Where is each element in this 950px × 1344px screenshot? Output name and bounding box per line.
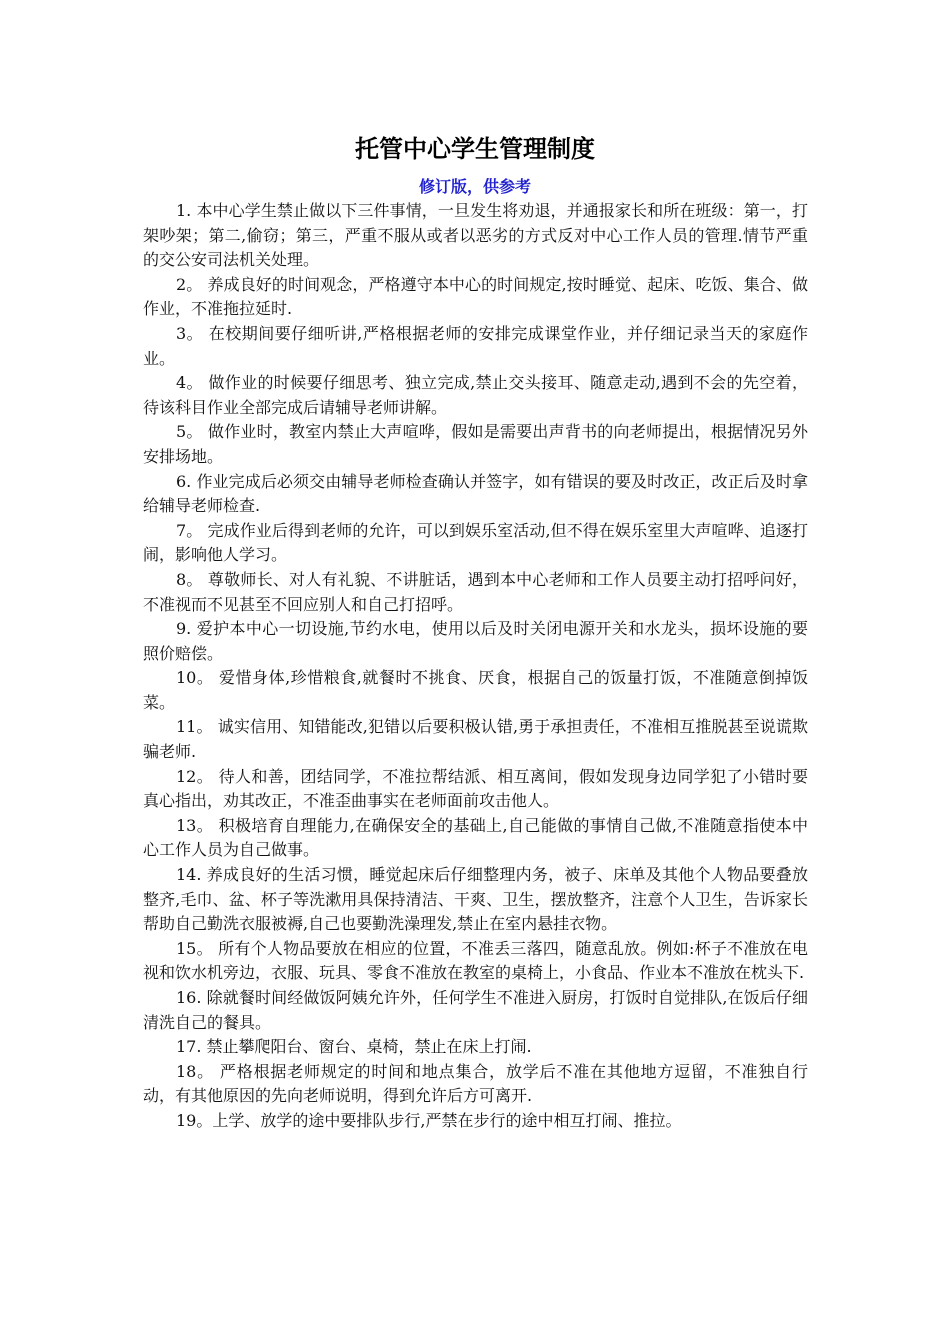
document-subtitle: 修订版，供参考 [418, 177, 531, 196]
rule-paragraph-10: 10。 爱惜身体,珍惜粮食,就餐时不挑食、厌食，根据自己的饭量打饭，不准随意倒掉饭菜。 [143, 668, 808, 712]
rule-paragraph-1: 1. 本中心学生禁止做以下三件事情，一旦发生将劝退，并通报家长和所在班级：第一，打架吵架；第二,偷窃；第三，严重不服从或者以恶劣的方式反对中心工作人员的管理.情节严重的交公安司法机关处理。 [143, 201, 808, 270]
rule-paragraph-2: 2。 养成良好的时间观念，严格遵守本中心的时间规定,按时睡觉、起床、吃饭、集合、做作业，不准拖拉延时. [143, 274, 808, 319]
rule-paragraph-11: 11。 诚实信用、知错能改,犯错以后要积极认错,勇于承担责任，不准相互推脱甚至说谎欺骗老师. [143, 717, 808, 762]
rule-paragraph-5: 5。 做作业时，教室内禁止大声喧哗，假如是需要出声背书的向老师提出，根据情况另外安排场地。 [143, 422, 808, 466]
rule-paragraph-17: 17. 禁止攀爬阳台、窗台、桌椅，禁止在床上打闹. [176, 1037, 532, 1057]
rule-paragraph-6: 6. 作业完成后必须交由辅导老师检查确认并签字，如有错误的要及时改正，改正后及时拿给辅导老师检查. [143, 471, 808, 516]
rule-paragraph-15: 15。 所有个人物品要放在相应的位置，不准丢三落四，随意乱放。例如:杯子不准放在电视和饮水机旁边，衣服、玩具、零食不准放在教室的桌椅上，小食品、作业本不准放在枕头下. [143, 938, 808, 983]
document-title: 托管中心学生管理制度 [355, 135, 595, 163]
rule-paragraph-12: 12。 待人和善，团结同学，不准拉帮结派、相互离间，假如发现身边同学犯了小错时要真心指出，劝其改正，不准歪曲事实在老师面前攻击他人。 [143, 766, 808, 811]
rule-paragraph-8: 8。 尊敬师长、对人有礼貌、不讲脏话，遇到本中心老师和工作人员要主动打招呼问好，不准视而不见甚至不回应别人和自己打招呼。 [143, 569, 808, 614]
rule-paragraph-3: 3。 在校期间要仔细听讲,严格根据老师的安排完成课堂作业，并仔细记录当天的家庭作业。 [143, 323, 808, 368]
rule-paragraph-18: 18。 严格根据老师规定的时间和地点集合，放学后不准在其他地方逗留，不准独自行动，有其他原因的先向老师说明，得到允许后方可离开. [143, 1061, 808, 1106]
rule-paragraph-9: 9. 爱护本中心一切设施,节约水电，使用以后及时关闭电源开关和水龙头，损坏设施的要照价赔偿。 [143, 619, 808, 663]
rule-paragraph-16: 16. 除就餐时间经做饭阿姨允许外，任何学生不准进入厨房，打饭时自觉排队,在饭后仔细清洗自己的餐具。 [143, 988, 808, 1032]
document-body [143, 199, 808, 1134]
rule-paragraph-4: 4。 做作业的时候要仔细思考、独立完成,禁止交头接耳、随意走动,遇到不会的先空着，待该科目作业全部完成后请辅导老师讲解。 [143, 373, 808, 417]
rule-paragraph-19: 19。上学、放学的途中要排队步行,严禁在步行的途中相互打闹、推拉。 [176, 1110, 682, 1130]
rule-paragraph-7: 7。 完成作业后得到老师的允许，可以到娱乐室活动,但不得在娱乐室里大声喧哗、追逐打闹，影响他人学习。 [143, 520, 808, 565]
rule-paragraph-13: 13。 积极培育自理能力,在确保安全的基础上,自己能做的事情自己做,不准随意指使本中心工作人员为自己做事。 [143, 815, 808, 860]
rule-paragraph-14: 14. 养成良好的生活习惯，睡觉起床后仔细整理内务，被子、床单及其他个人物品要叠放整齐,毛巾、盆、杯子等洗漱用具保持清洁、干爽、卫生，摆放整齐，注意个人卫生，告诉家长帮助自己勤洗衣服被褥,自己也要勤洗澡理发,禁止在室内悬挂衣物。 [143, 865, 808, 934]
